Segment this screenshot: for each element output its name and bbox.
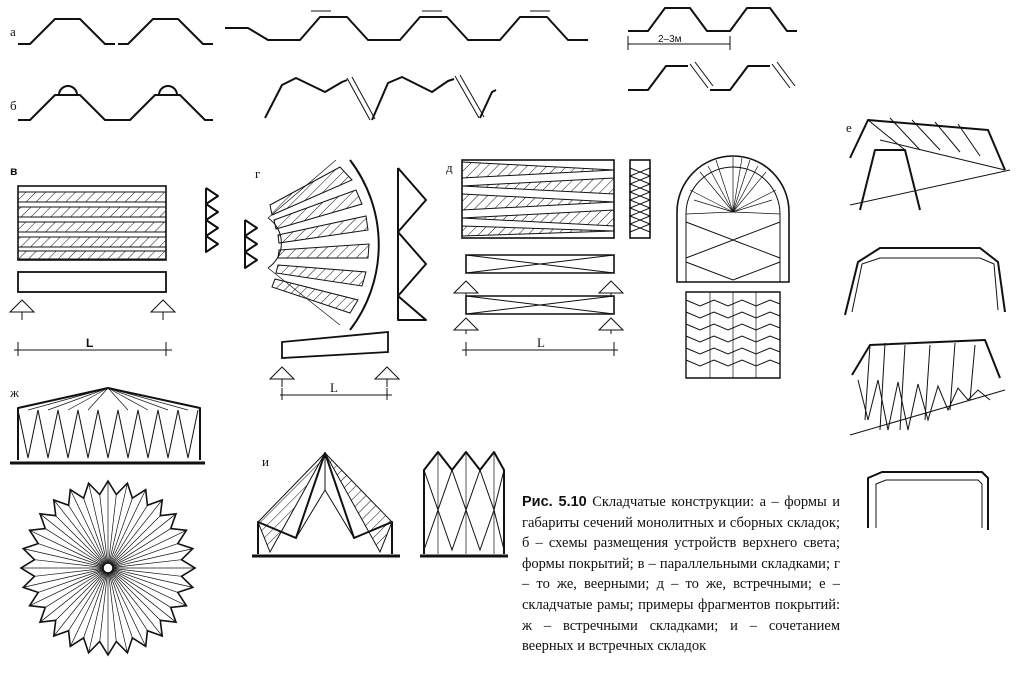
frame-perspective-1 [850, 120, 1005, 170]
dome-plan-star [21, 481, 195, 655]
span-label: L [86, 336, 94, 350]
fold-profile-module [628, 8, 797, 31]
monolithic-fold-profile-2 [118, 19, 213, 44]
skylight-dome [159, 86, 177, 95]
skylight-schemes-b [18, 62, 795, 120]
fan-folds-g [245, 160, 426, 400]
fan-fold [278, 244, 369, 258]
fold-strip [18, 222, 166, 232]
fold-strip [18, 251, 166, 259]
skylight-dome [59, 86, 77, 95]
support-symbol [599, 318, 623, 334]
label-d: д [446, 160, 453, 175]
tapered-beam-elevation [282, 332, 388, 358]
label-b: б [10, 98, 17, 113]
frame-perspective-2 [852, 340, 1000, 378]
glazing-line [455, 76, 479, 118]
support-symbol [454, 318, 478, 334]
outer-zigzag [398, 168, 426, 320]
fold-strip [18, 237, 166, 247]
label-v: в [10, 164, 18, 178]
support-symbol [599, 281, 623, 297]
fan-fold [272, 279, 358, 313]
fold-strip [18, 207, 166, 217]
precast-fold-profile [225, 17, 588, 40]
inner-zigzag [245, 220, 257, 268]
support-symbol [375, 367, 399, 387]
span-label: L [537, 335, 545, 350]
dome-elevation-outline [18, 388, 200, 460]
folded-frames-e [845, 118, 1010, 530]
caption-text: Складчатые конструкции: а – формы и габариты сечений монолитных и сборных складок; б – схемы размещения устройств верхнего света; формы покрытий; в – параллельными складками; г – то же, веерными; д – то же, встречными; е – складчатые рамы; примеры фрагментов покрытий: ж – встречными складками; и – сочетанием веерных и встречных складок [522, 494, 840, 655]
glazing-line [352, 77, 375, 119]
center-ring [103, 563, 113, 573]
combined-folds-i [252, 452, 508, 556]
span-label: L [330, 380, 338, 395]
glazing-line [347, 78, 370, 120]
frame-elevation-2 [868, 472, 988, 530]
sawtooth-fold-profile [480, 90, 496, 118]
support-symbol [151, 300, 175, 320]
elevation-beam [18, 272, 166, 292]
support-symbol [454, 281, 478, 297]
monolithic-fold-profile-1 [18, 19, 115, 44]
fold-profile-glazed [710, 66, 770, 90]
label-g: г [255, 166, 261, 181]
module-dimension-label: 2–3м [658, 34, 682, 45]
label-i: и [262, 454, 269, 469]
parallel-folds-v [10, 186, 218, 356]
sawtooth-fold-profile [372, 77, 454, 120]
label-zh: ж [10, 385, 19, 400]
label-e: е [846, 120, 852, 135]
counter-fold-dome-zh [10, 388, 205, 655]
counter-folds-d [454, 160, 650, 356]
cross-section-zigzag [206, 188, 218, 252]
support-symbol [10, 300, 34, 320]
fold-strip [18, 192, 166, 202]
caption-head: Рис. 5.10 [522, 494, 587, 510]
section-forms-a [18, 8, 797, 50]
label-a: а [10, 24, 16, 39]
sawtooth-fold-profile [265, 78, 347, 118]
fold-profile-glazed [628, 66, 688, 90]
fold-with-domes-profile [18, 95, 213, 120]
glazing-line [460, 75, 484, 117]
counter-fold-dome-plan [677, 156, 789, 378]
support-symbol [270, 367, 294, 387]
figure-caption [522, 492, 840, 657]
